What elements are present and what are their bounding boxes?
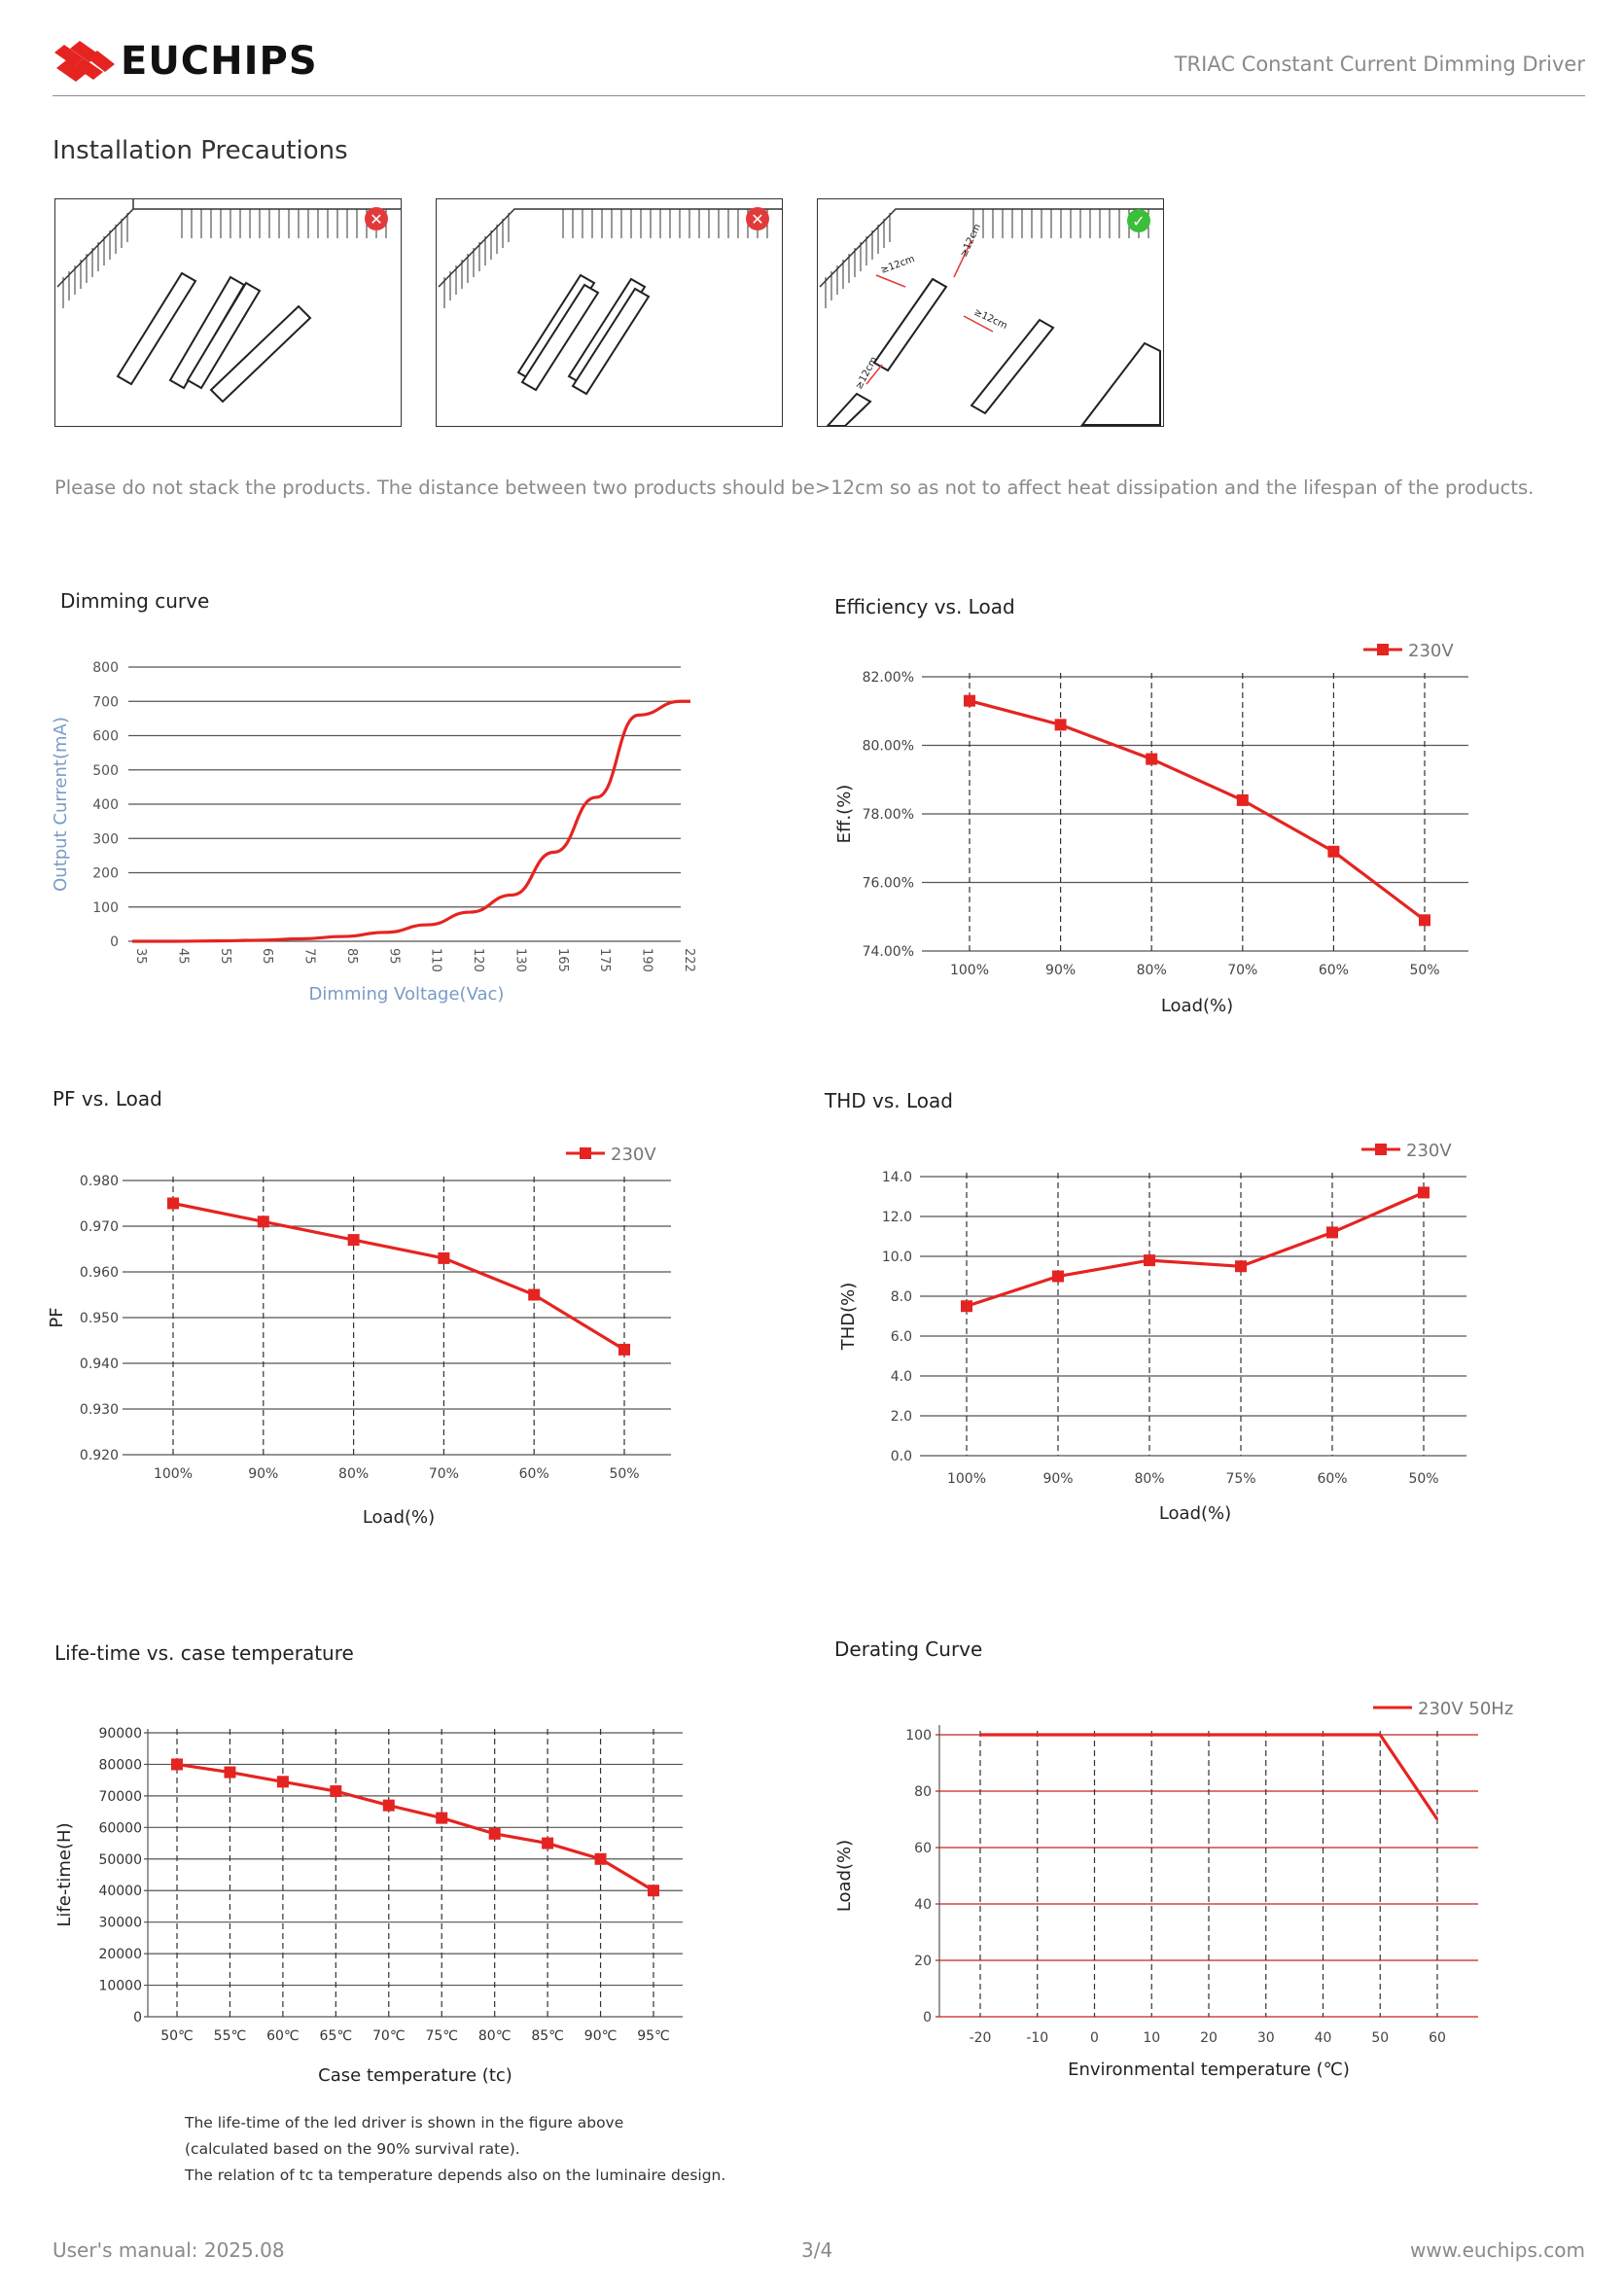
thd-series-line (967, 1192, 1424, 1306)
efficiency-data-point (1327, 846, 1339, 858)
thd-x-tick-label: 80% (1134, 1471, 1165, 1487)
thd-y-tick-label: 12.0 (881, 1210, 912, 1225)
dimming-y-tick-label: 0 (110, 934, 119, 950)
thd-data-point (1326, 1226, 1338, 1238)
svg-text:≥12cm: ≥12cm (879, 254, 917, 276)
lifetime-x-tick-label: 75℃ (425, 2028, 458, 2044)
footnote-line-1: The life-time of the led driver is shown in the figure above (185, 2114, 624, 2131)
pf-x-tick-label: 90% (248, 1466, 279, 1482)
dimming-series-line (132, 701, 690, 941)
pf-x-tick-label: 60% (518, 1466, 549, 1482)
lifetime-x-tick-label: 65℃ (319, 2028, 353, 2044)
dimming-y-tick-label: 300 (92, 831, 119, 848)
pf-y-tick-label: 0.940 (79, 1356, 119, 1372)
lifetime-x-tick-label: 90℃ (583, 2028, 618, 2044)
efficiency-x-axis-label: Load(%) (1160, 996, 1234, 1016)
dimming-y-tick-label: 700 (92, 694, 119, 711)
derating-x-tick-label: 60 (1429, 2030, 1446, 2046)
lifetime-y-tick-label: 80000 (98, 1757, 142, 1774)
dimming-y-axis-label: Output Current(mA) (51, 717, 71, 892)
efficiency-series-line (970, 701, 1425, 921)
thd-y-axis-label: THD(%) (838, 1282, 859, 1351)
dimming-y-tick-label: 100 (92, 899, 119, 916)
svg-text:✕: ✕ (751, 210, 764, 229)
lifetime-footnote (185, 2110, 725, 2189)
svg-text:✕: ✕ (370, 210, 383, 229)
pf-y-tick-label: 0.980 (79, 1174, 119, 1189)
lifetime-x-tick-label: 50℃ (160, 2028, 194, 2044)
efficiency-y-tick-label: 80.00% (862, 738, 914, 755)
footer-page-number: 3/4 (801, 2238, 833, 2262)
efficiency-x-tick-label: 60% (1318, 963, 1349, 978)
pf-legend-marker (580, 1147, 591, 1159)
derating-x-tick-label: 50 (1371, 2030, 1390, 2046)
dimming-x-tick-label: 165 (554, 948, 570, 972)
derating-y-tick-label: 60 (914, 1841, 932, 1856)
pf-y-tick-label: 0.960 (79, 1265, 119, 1281)
efficiency-chart-title: Efficiency vs. Load (834, 595, 1015, 618)
lifetime-y-tick-label: 90000 (98, 1726, 142, 1742)
footer-manual-date: User's manual: 2025.08 (53, 2238, 285, 2262)
dimming-x-tick-label: 35 (133, 948, 148, 965)
efficiency-y-axis-label: Eff.(%) (834, 784, 855, 844)
derating-x-tick-label: -10 (1026, 2030, 1049, 2046)
installation-note: Please do not stack the products. The distance between two products should be>12cm so as not to affect heat dissipation and the lifespan of the products. (54, 476, 1535, 499)
lifetime-chart-title: Life-time vs. case temperature (54, 1641, 354, 1665)
dimming-x-tick-label: 222 (682, 948, 696, 972)
pf-data-point (348, 1234, 360, 1246)
thd-data-point (1052, 1271, 1064, 1283)
pf-y-axis-label: PF (47, 1307, 67, 1328)
lifetime-data-point (383, 1800, 395, 1812)
derating-series-line (980, 1735, 1437, 1819)
pf-y-tick-label: 0.920 (79, 1448, 119, 1463)
efficiency-legend-label: 230V (1408, 641, 1454, 661)
pf-data-point (167, 1198, 179, 1210)
pf-x-tick-label: 70% (428, 1466, 459, 1482)
dimming-y-tick-label: 500 (92, 762, 119, 779)
thd-legend-marker (1375, 1144, 1387, 1155)
pf-y-tick-label: 0.970 (79, 1219, 119, 1235)
lifetime-x-tick-label: 85℃ (531, 2028, 564, 2044)
lifetime-x-tick-label: 80℃ (477, 2028, 512, 2044)
thd-y-tick-label: 6.0 (890, 1329, 912, 1345)
efficiency-y-tick-label: 82.00% (862, 670, 914, 686)
lifetime-data-point (171, 1758, 183, 1770)
derating-x-tick-label: 0 (1090, 2030, 1099, 2046)
lifetime-data-point (489, 1828, 501, 1840)
thd-x-tick-label: 60% (1317, 1471, 1348, 1487)
derating-x-tick-label: 40 (1314, 2030, 1332, 2046)
lifetime-data-point (542, 1838, 553, 1850)
pf-legend-label: 230V (611, 1145, 656, 1165)
efficiency-x-tick-label: 50% (1409, 963, 1440, 978)
thd-y-tick-label: 8.0 (890, 1289, 912, 1305)
svg-text:≥12cm: ≥12cm (853, 355, 880, 392)
pf-y-tick-label: 0.950 (79, 1311, 119, 1326)
lifetime-x-tick-label: 55℃ (213, 2028, 247, 2044)
efficiency-y-tick-label: 76.00% (862, 875, 914, 892)
lifetime-y-tick-label: 0 (133, 2010, 142, 2026)
pf-x-tick-label: 100% (153, 1466, 194, 1482)
thd-data-point (961, 1300, 972, 1312)
section-title: Installation Precautions (53, 136, 348, 165)
dimming-x-tick-label: 75 (301, 948, 317, 965)
derating-y-tick-label: 100 (905, 1728, 932, 1744)
pf-x-axis-label: Load(%) (362, 1507, 436, 1528)
footnote-line-2: (calculated based on the 90% survival rate). (185, 2140, 520, 2158)
derating-y-tick-label: 0 (923, 2010, 932, 2026)
lifetime-data-point (224, 1767, 235, 1779)
derating-y-tick-label: 80 (914, 1784, 932, 1800)
thd-data-point (1235, 1260, 1247, 1272)
dimming-x-tick-label: 55 (217, 948, 232, 965)
lifetime-data-point (648, 1885, 659, 1896)
efficiency-data-point (1146, 754, 1157, 765)
lifetime-x-tick-label: 70℃ (372, 2028, 406, 2044)
efficiency-x-tick-label: 90% (1045, 963, 1077, 978)
dimming-y-tick-label: 600 (92, 728, 119, 745)
dimming-x-tick-label: 85 (343, 948, 359, 965)
pf-x-tick-label: 50% (609, 1466, 640, 1482)
efficiency-data-point (1055, 719, 1067, 730)
efficiency-x-tick-label: 70% (1227, 963, 1258, 978)
footnote-line-3: The relation of tc ta temperature depends also on the luminaire design. (185, 2167, 726, 2184)
pf-data-point (258, 1215, 269, 1227)
thd-y-tick-label: 14.0 (881, 1170, 912, 1185)
lifetime-data-point (277, 1776, 289, 1787)
thd-y-tick-label: 0.0 (890, 1449, 912, 1464)
lifetime-data-point (330, 1785, 341, 1797)
lifetime-y-tick-label: 60000 (98, 1820, 142, 1837)
lifetime-y-tick-label: 50000 (98, 1851, 142, 1868)
dimming-x-tick-label: 120 (471, 948, 486, 972)
thd-data-point (1144, 1254, 1155, 1266)
efficiency-data-point (964, 695, 975, 707)
derating-x-tick-label: 20 (1200, 2030, 1218, 2046)
dimming-y-tick-label: 800 (92, 660, 119, 676)
derating-x-tick-label: -20 (969, 2030, 992, 2046)
pf-series-line (173, 1204, 624, 1350)
svg-text:≥12cm: ≥12cm (971, 306, 1009, 333)
derating-x-tick-label: 10 (1143, 2030, 1161, 2046)
thd-legend-label: 230V (1406, 1141, 1452, 1161)
efficiency-x-tick-label: 100% (949, 963, 990, 978)
efficiency-legend-marker (1377, 644, 1389, 655)
thd-x-axis-label: Load(%) (1158, 1503, 1232, 1524)
pf-data-point (528, 1289, 540, 1301)
thd-y-tick-label: 2.0 (890, 1409, 912, 1425)
lifetime-y-tick-label: 40000 (98, 1884, 142, 1900)
thd-chart-title: THD vs. Load (825, 1089, 953, 1112)
lifetime-x-tick-label: 60℃ (266, 2028, 300, 2044)
brand-name: EUCHIPS (121, 39, 318, 84)
document-title: TRIAC Constant Current Dimming Driver (1174, 53, 1585, 76)
svg-text:≥12cm: ≥12cm (958, 222, 984, 260)
derating-legend-label: 230V 50Hz (1418, 1699, 1514, 1719)
efficiency-data-point (1237, 794, 1249, 806)
lifetime-data-point (436, 1813, 447, 1824)
derating-y-axis-label: Load(%) (834, 1839, 855, 1913)
thd-y-tick-label: 10.0 (881, 1250, 912, 1265)
pf-x-tick-label: 80% (338, 1466, 370, 1482)
thd-x-tick-label: 50% (1408, 1471, 1439, 1487)
footer-website-link[interactable]: www.euchips.com (1410, 2238, 1585, 2262)
thd-y-tick-label: 4.0 (890, 1369, 912, 1385)
lifetime-y-axis-label: Life-time(H) (54, 1822, 75, 1927)
efficiency-data-point (1419, 914, 1430, 926)
pf-data-point (618, 1344, 630, 1356)
dimming-x-tick-label: 65 (260, 948, 275, 965)
dimming-y-tick-label: 400 (92, 797, 119, 813)
thd-x-tick-label: 100% (946, 1471, 987, 1487)
dimming-x-tick-label: 45 (175, 948, 191, 965)
lifetime-y-tick-label: 30000 (98, 1915, 142, 1931)
pf-chart-title: PF vs. Load (53, 1087, 162, 1110)
lifetime-data-point (595, 1853, 607, 1865)
dimming-x-tick-label: 175 (597, 948, 613, 972)
lifetime-y-tick-label: 20000 (98, 1947, 142, 1963)
thd-x-tick-label: 90% (1042, 1471, 1074, 1487)
derating-y-tick-label: 40 (914, 1897, 932, 1913)
dimming-y-tick-label: 200 (92, 865, 119, 882)
derating-chart-title: Derating Curve (834, 1638, 983, 1661)
lifetime-y-tick-label: 70000 (98, 1788, 142, 1805)
svg-text:✓: ✓ (1132, 212, 1146, 230)
dimming-x-tick-label: 190 (639, 948, 654, 972)
thd-x-tick-label: 75% (1225, 1471, 1256, 1487)
lifetime-y-tick-label: 10000 (98, 1978, 142, 1994)
pf-data-point (438, 1252, 449, 1264)
derating-x-axis-label: Environmental temperature (℃) (1068, 2060, 1350, 2080)
lifetime-x-tick-label: 95℃ (637, 2028, 670, 2044)
derating-y-tick-label: 20 (914, 1954, 932, 1969)
efficiency-y-tick-label: 78.00% (862, 807, 914, 823)
dimming-x-axis-label: Dimming Voltage(Vac) (308, 984, 505, 1004)
thd-data-point (1418, 1186, 1430, 1198)
dimming-x-tick-label: 95 (386, 948, 402, 965)
dimming-x-tick-label: 110 (428, 948, 443, 972)
derating-x-tick-label: 30 (1256, 2030, 1275, 2046)
efficiency-y-tick-label: 74.00% (862, 944, 914, 960)
dimming-x-tick-label: 130 (512, 948, 528, 972)
efficiency-x-tick-label: 80% (1136, 963, 1167, 978)
lifetime-x-axis-label: Case temperature (tc) (318, 2065, 512, 2086)
dimming-chart-title: Dimming curve (60, 589, 210, 613)
pf-y-tick-label: 0.930 (79, 1402, 119, 1418)
